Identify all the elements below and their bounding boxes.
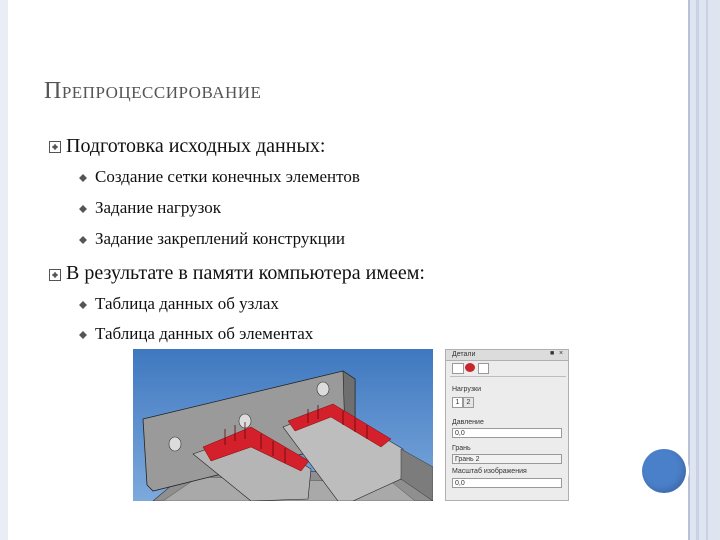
sub-bullet-item: Таблица данных об узлах: [95, 294, 279, 313]
right-frame-line: [688, 0, 690, 540]
sub-bullet-item: Создание сетки конечных элементов: [95, 167, 360, 186]
sub-bullet-icon: [79, 205, 87, 213]
apply-icon[interactable]: [452, 363, 464, 374]
divider: [450, 376, 566, 377]
cad-model-image: [133, 349, 433, 501]
face-input[interactable]: Грань 2: [452, 454, 562, 464]
field-label: Грань: [452, 445, 471, 452]
sub-bullet-icon: [79, 301, 87, 309]
scale-input[interactable]: 0,0: [452, 478, 562, 488]
sub-bullet-icon: [79, 174, 87, 182]
right-frame-strip: [688, 0, 720, 540]
bullet-item-1: Подготовка исходных данных:: [66, 135, 326, 157]
bullet-icon: [49, 269, 61, 281]
close-icon[interactable]: ×: [559, 350, 564, 357]
decorative-circle: [642, 449, 686, 493]
pressure-input[interactable]: 0,0: [452, 428, 562, 438]
bullet-icon: [49, 141, 61, 153]
right-frame-line: [696, 0, 699, 540]
bullet-item-2: В результате в памяти компьютера имеем:: [66, 262, 425, 284]
properties-panel: [445, 349, 569, 501]
panel-title: Детали: [452, 351, 476, 358]
field-label: Масштаб изображения: [452, 468, 527, 475]
tab-2[interactable]: 2: [463, 397, 474, 408]
tab-1[interactable]: 1: [452, 397, 463, 408]
right-frame-line: [706, 0, 708, 540]
sub-bullet-item: Задание закреплений конструкции: [95, 229, 345, 248]
sub-bullet-item: Задание нагрузок: [95, 198, 222, 217]
pin-icon[interactable]: ■: [550, 350, 555, 357]
sub-bullet-icon: [79, 236, 87, 244]
sub-bullet-item: Таблица данных об элементах: [95, 324, 314, 343]
slide-title: Препроцессирование: [44, 78, 262, 104]
sub-bullet-icon: [79, 331, 87, 339]
stop-icon[interactable]: [465, 363, 475, 372]
field-label: Давление: [452, 419, 484, 426]
panel-titlebar: [446, 350, 568, 361]
help-icon[interactable]: [478, 363, 489, 374]
left-frame-strip: [0, 0, 8, 540]
group-label: Нагрузки: [452, 386, 481, 393]
